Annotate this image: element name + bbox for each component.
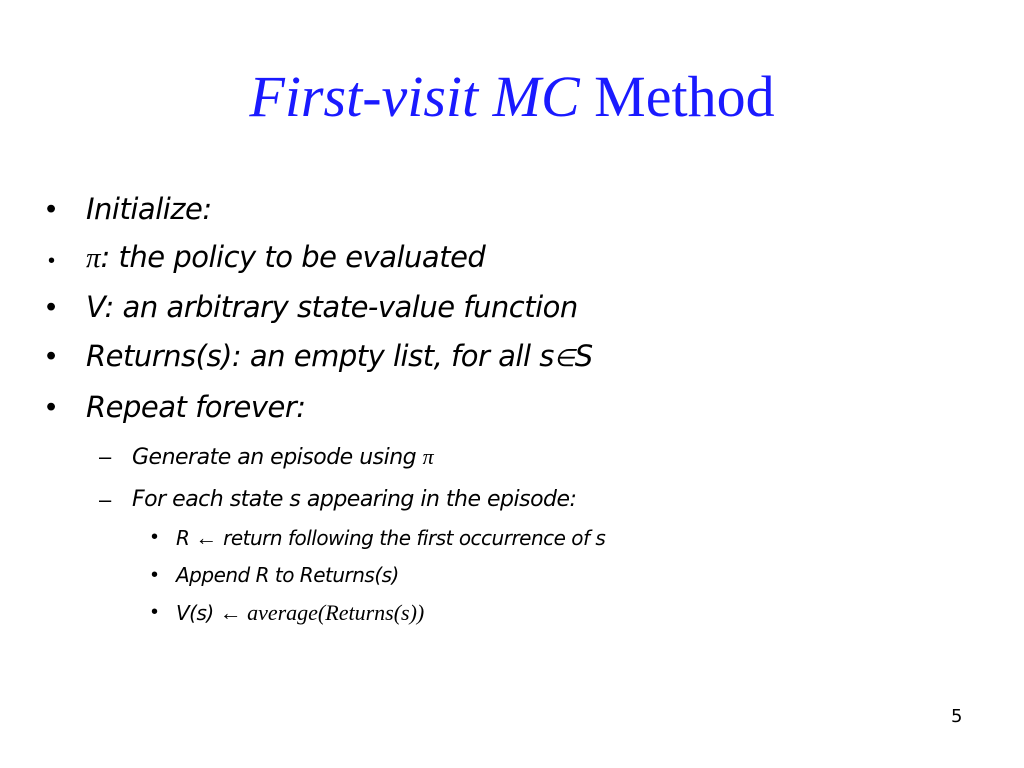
sub-sub-bullet-text: V(s) <box>176 601 220 625</box>
dash-marker: – <box>99 487 112 512</box>
bullet-repeat: Repeat forever: <box>86 390 306 424</box>
left-arrow-icon: ← <box>195 525 218 550</box>
sub-bullet-for-each: For each state s appearing in the episode: <box>132 487 577 512</box>
bullet-marker: • <box>46 340 57 372</box>
slide-title <box>0 62 1024 132</box>
bullet-marker: • <box>46 193 57 225</box>
bullet-returns-text: Returns(s): an empty list, for all s <box>86 339 554 373</box>
pi-symbol: π <box>422 444 434 469</box>
bullet-returns-set: S <box>574 339 593 373</box>
bullet-marker: • <box>151 564 159 586</box>
title-plain-part: Method <box>594 64 775 129</box>
sub-bullet-generate-text: Generate an episode using <box>132 445 423 470</box>
left-arrow-icon: ← <box>219 600 242 625</box>
sub-sub-bullet-text: R <box>176 526 196 550</box>
sub-sub-bullet-return <box>176 525 605 551</box>
bullet-state-value: V: an arbitrary state-value function <box>86 290 578 324</box>
element-of-symbol: ∈ <box>553 346 575 372</box>
bullet-returns <box>86 339 593 374</box>
page-number: 5 <box>951 706 963 727</box>
bullet-policy <box>86 240 485 275</box>
sub-bullet-generate <box>132 444 434 470</box>
title-italic-part: First-visit MC <box>249 64 580 129</box>
bullet-marker: • <box>151 601 159 623</box>
bullet-marker: • <box>151 526 159 548</box>
pi-symbol: π <box>86 242 101 274</box>
sub-sub-bullet-append: Append R to Returns(s) <box>176 563 399 587</box>
bullet-initialize: Initialize: <box>86 192 212 226</box>
sub-sub-bullet-text: return following the first occurrence of s <box>217 526 606 550</box>
sub-sub-bullet-text: average(Returns(s)) <box>241 600 425 625</box>
bullet-policy-text: : the policy to be evaluated <box>100 240 486 274</box>
dash-marker: – <box>99 444 112 469</box>
sub-sub-bullet-average <box>176 600 424 626</box>
bullet-marker: • <box>46 291 57 323</box>
bullet-marker: • <box>48 250 56 272</box>
bullet-marker: • <box>46 391 57 423</box>
